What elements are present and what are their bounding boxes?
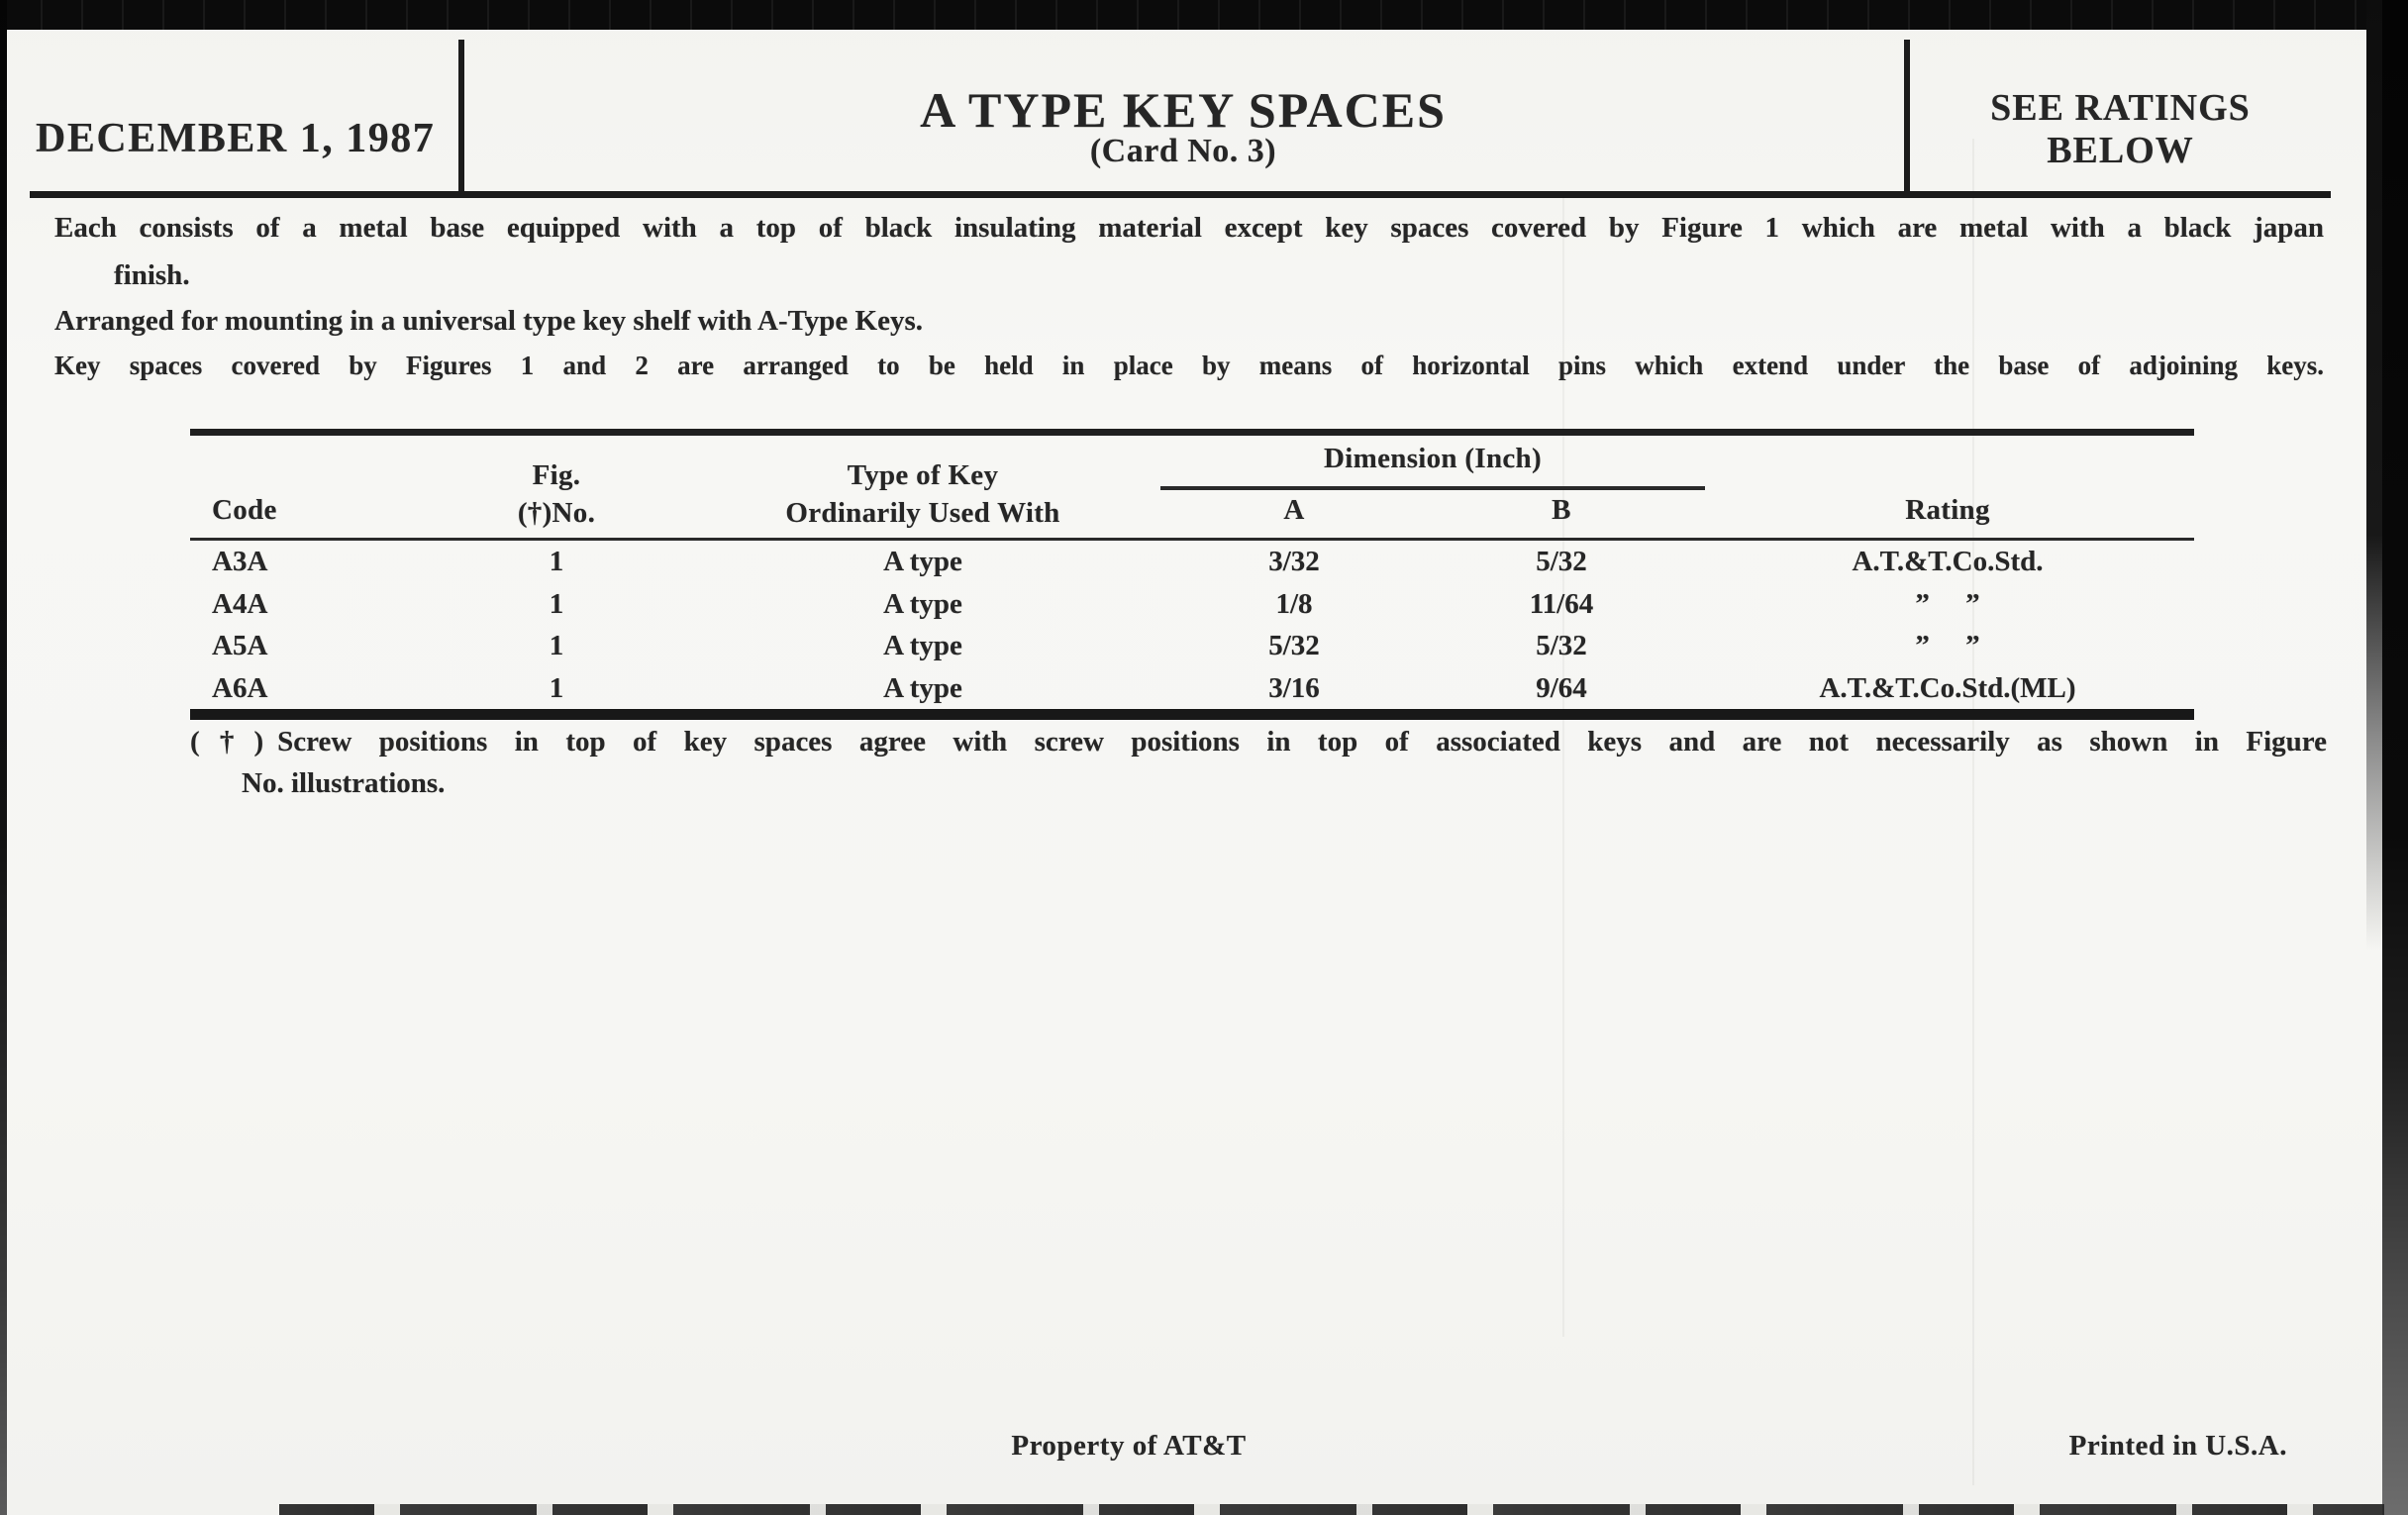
cell-dim-b: 11/64 — [1529, 587, 1594, 620]
doc-title: A TYPE KEY SPACES — [920, 82, 1447, 138]
cell-rating: A.T.&T.Co.Std. — [1852, 546, 2044, 577]
cell-code: A6A — [212, 671, 268, 704]
footer-printed: Printed in U.S.A. — [2068, 1430, 2287, 1462]
right-scan-band — [2382, 0, 2408, 1515]
col-header-type — [646, 456, 1200, 532]
cell-dim-a: 3/16 — [1268, 671, 1320, 704]
dimension-underline — [1160, 486, 1705, 490]
col-header-b: B — [1552, 494, 1571, 526]
scan-line-artifact — [1972, 139, 1974, 1485]
cell-fig: 1 — [549, 671, 564, 704]
cell-type: A type — [883, 546, 962, 577]
cell-type: A type — [883, 587, 962, 620]
table-row — [190, 625, 2194, 667]
intro-paragraph-1-line-2: finish. — [114, 259, 190, 291]
cell-code: A4A — [212, 587, 268, 620]
cell-rating: ” ” — [1915, 630, 1980, 661]
intro-paragraph-2: Arranged for mounting in a universal type key shelf with A-Type Keys. — [54, 305, 924, 337]
table-row — [190, 583, 2194, 626]
table-rule-bottom — [190, 709, 2194, 720]
footnote-text-line1: Screw positions in top of key spaces agree with screw positions in top of associated keys and are not necessarily as shown in Figure — [277, 726, 2327, 758]
date-label: DECEMBER 1, 1987 — [36, 116, 436, 161]
cell-dim-a: 5/32 — [1268, 630, 1320, 661]
cell-type: A type — [883, 630, 962, 661]
col-header-fig-line2: (†)No. — [517, 497, 596, 529]
col-header-rating: Rating — [1905, 494, 1990, 526]
cell-rating: ” ” — [1915, 587, 1980, 620]
cell-fig: 1 — [549, 587, 564, 620]
cell-dim-b: 5/32 — [1536, 630, 1587, 661]
top-scan-bar — [0, 0, 2408, 30]
intro-paragraph-1-line-1: Each consists of a metal base equipped with a top of black insulating material except key spaces covered by Figure 1 which are metal with a black japan — [54, 212, 2324, 244]
footnote-marker: (†) — [190, 726, 264, 758]
cell-code: A5A — [212, 630, 268, 661]
cell-dim-a: 3/32 — [1268, 546, 1320, 577]
cell-fig: 1 — [549, 630, 564, 661]
cell-code: A3A — [212, 546, 268, 577]
col-header-fig-line1: Fig. — [532, 459, 581, 491]
cell-rating: A.T.&T.Co.Std.(ML) — [1819, 671, 2076, 704]
intro-paragraph-3: Key spaces covered by Figures 1 and 2 are arranged to be held in place by means of horizontal pins which extend under the base of adjoining keys. — [54, 351, 2324, 380]
col-group-dimension: Dimension (Inch) — [1324, 443, 1542, 474]
ratings-note-line1: SEE RATINGS — [1990, 87, 2251, 129]
bottom-scan-strip — [279, 1504, 2384, 1515]
ratings-note — [1910, 87, 2331, 172]
cell-dim-a: 1/8 — [1275, 587, 1313, 620]
col-header-type-line2: Ordinarily Used With — [785, 497, 1060, 529]
cell-fig: 1 — [549, 546, 564, 577]
cell-dim-b: 9/64 — [1536, 671, 1587, 704]
col-header-code: Code — [212, 494, 277, 526]
footnote-text-line2: No. illustrations. — [242, 767, 446, 799]
spec-table — [190, 429, 2194, 720]
cell-type: A type — [883, 671, 962, 704]
right-scan-shadow — [2366, 0, 2382, 1188]
table-rows — [190, 541, 2194, 709]
header-rule — [30, 191, 2331, 198]
ratings-note-line2: BELOW — [2047, 130, 2194, 171]
table-rule-top — [190, 429, 2194, 436]
col-header-a: A — [1283, 494, 1305, 526]
col-header-fig — [467, 456, 646, 532]
footnote — [190, 726, 2327, 758]
table-row — [190, 667, 2194, 710]
cell-dim-b: 5/32 — [1536, 546, 1587, 577]
col-header-type-line1: Type of Key — [847, 459, 999, 491]
table-row — [190, 541, 2194, 583]
left-scan-edge — [0, 0, 7, 1515]
doc-subtitle: (Card No. 3) — [1089, 133, 1277, 169]
footer-property: Property of AT&T — [1011, 1430, 1247, 1462]
